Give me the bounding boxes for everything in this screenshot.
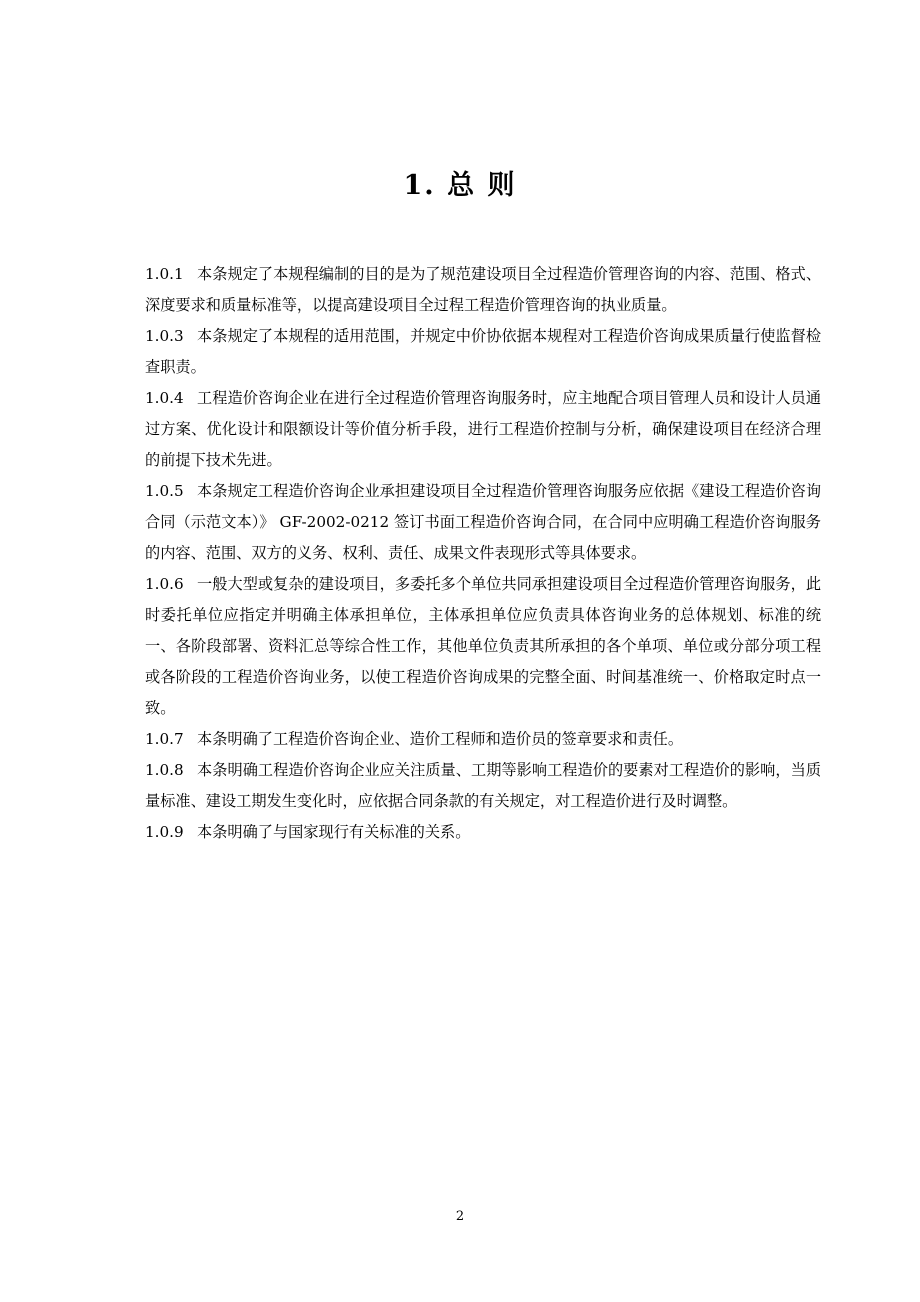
clause-text: 本条明确了与国家现行有关标准的关系。 [197,823,471,841]
clause-1-0-7 [145,724,821,755]
clause-number: 1.0.5 [145,482,184,500]
chapter-title: 1. 总 则 [403,170,517,201]
clause-text: 本条规定工程造价咨询企业承担建设项目全过程造价管理咨询服务应依据《建设工程造价咨询合同（示范文本）》 GF-2002-0212 签订书面工程造价咨询合同，在合同中应明确工程造价咨询服务的内容、范围、双方的义务、权利、责任、成果文件表现形式等具体要求。 [145,482,821,562]
clause-text: 本条规定了本规程编制的目的是为了规范建设项目全过程造价管理咨询的内容、范围、格式、深度要求和质量标准等，以提高建设项目全过程工程造价管理咨询的执业质量。 [145,265,821,314]
clause-number: 1.0.7 [145,730,184,748]
clause-1-0-1 [145,259,821,321]
clause-number: 1.0.4 [145,389,184,407]
clause-text: 工程造价咨询企业在进行全过程造价管理咨询服务时，应主地配合项目管理人员和设计人员通过方案、优化设计和限额设计等价值分析手段，进行工程造价控制与分析，确保建设项目在经济合理的前提下技术先进。 [145,389,821,469]
clause-text: 本条明确工程造价咨询企业应关注质量、工期等影响工程造价的要素对工程造价的影响，当质量标准、建设工期发生变化时，应依据合同条款的有关规定，对工程造价进行及时调整。 [145,761,821,810]
clause-text: 本条明确了工程造价咨询企业、造价工程师和造价员的签章要求和责任。 [197,730,683,748]
clause-number: 1.0.1 [145,265,184,283]
clause-number: 1.0.3 [145,327,184,345]
clause-1-0-5 [145,476,821,569]
clause-number: 1.0.6 [145,575,184,593]
clause-text: 一般大型或复杂的建设项目，多委托多个单位共同承担建设项目全过程造价管理咨询服务，此时委托单位应指定并明确主体承担单位，主体承担单位应负责具体咨询业务的总体规划、标准的统一、各阶段部署、资料汇总等综合性工作，其他单位负责其所承担的各个单项、单位或分部分项工程或各阶段的工程造价咨询业务，以使工程造价咨询成果的完整全面、时间基准统一、价格取定时点一致。 [145,575,821,717]
clause-1-0-9 [145,817,821,848]
clause-1-0-6 [145,569,821,724]
page-number: 2 [455,1209,465,1224]
clause-1-0-8 [145,755,821,817]
clause-number: 1.0.8 [145,761,184,779]
clause-number: 1.0.9 [145,823,184,841]
clause-text: 本条规定了本规程的适用范围，并规定中价协依据本规程对工程造价咨询成果质量行使监督检查职责。 [145,327,821,376]
clause-1-0-4 [145,383,821,476]
clause-1-0-3 [145,321,821,383]
clause-list [145,259,821,848]
